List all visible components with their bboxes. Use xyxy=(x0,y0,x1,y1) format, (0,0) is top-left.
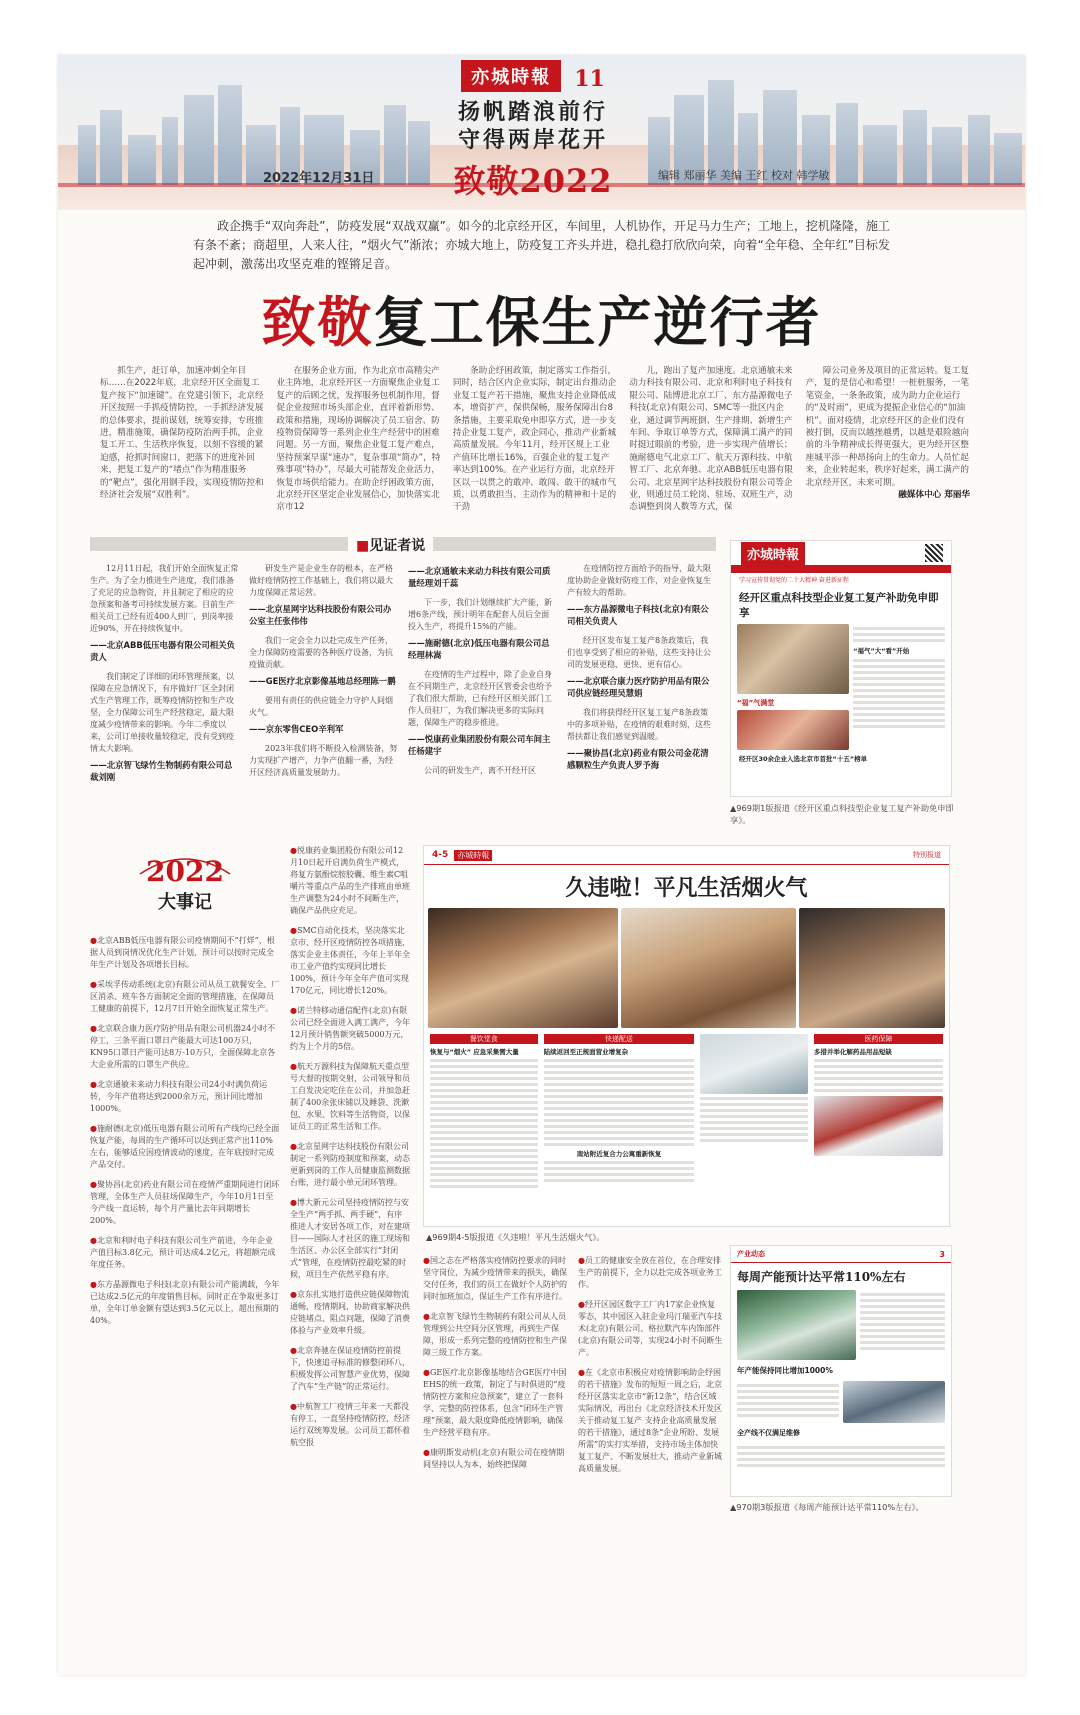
witness-section-title: ■见证者说 xyxy=(348,535,433,555)
spread-label: 医药保障 xyxy=(814,1034,943,1044)
bullet-icon: ● xyxy=(423,1368,430,1377)
quote-text: 在疫情防控方面给予的指导，最大限度协助企业做好防疫工作，对企业恢复生产有较大的帮助。 xyxy=(567,564,711,597)
event-item xyxy=(423,1447,568,1471)
bullet-icon: ● xyxy=(578,1256,585,1265)
thumb-subhead: “福气”大“看”开始 xyxy=(853,647,910,655)
event-item xyxy=(290,1197,410,1281)
witness-quotes xyxy=(90,563,716,818)
event-text: 康明斯发动机(北京)有限公司在疫情期间坚持以人为本，始终把保障 xyxy=(423,1448,565,1469)
bullet-icon: ● xyxy=(90,1280,97,1289)
quote-attribution: ——GE医疗北京影像基地总经理陈一鹏 xyxy=(249,676,396,686)
event-item xyxy=(90,1123,280,1171)
event-item xyxy=(290,1289,410,1337)
event-item xyxy=(423,1311,568,1359)
quote-attribution: ——北京智飞绿竹生物制药有限公司总裁刘刚 xyxy=(90,760,233,782)
event-text: 北京星网宇达科技股份有限公司制定一系列防疫制度和预案，动态更新到岗的工作人员健康监测数据台账，进行最小单元闭环管理。 xyxy=(290,1142,410,1187)
headline-black: 复工保生产逆行者 xyxy=(373,290,822,354)
quote-text: 2023年我们将不断投入检测装备，努力实现扩产增产，力争产值翻一番，为经开区经济高质量发展助力。 xyxy=(249,744,398,777)
thumb3-tag: 产业动态 xyxy=(737,1250,765,1258)
event-text: 诺兰特移动通信配件(北京)有限公司已经全面进入满工满产，今年12月预计销售额突破5000万元，约为上个月的5倍。 xyxy=(290,1006,410,1051)
thumb3-headline: 每周产能预计达平常110%左右 xyxy=(737,1270,906,1284)
event-item xyxy=(423,1367,568,1439)
quote-text: 要用有责任的供应链全力守护人间烟火气。 xyxy=(249,696,393,717)
event-item xyxy=(290,925,410,997)
editor-credits: 编辑 郑丽华 美编 王红 校对 韩学敏 xyxy=(658,169,830,182)
thumb-logo: 亦城時報 xyxy=(741,542,805,565)
events-year: 2022 xyxy=(146,855,224,888)
issue-date: 2022年12月31日 xyxy=(263,171,375,186)
event-text: GE医疗北京影像基地结合GE医疗中国EHS的统一政策，制定了与时俱进的“疫情防控方案和应急预案”，建立了一套科学、完整的防控体系，包含“闭环生产管理”预案，最大限度降低疫情影响，确保生产经营平稳有序。 xyxy=(423,1368,567,1437)
thumb-subhead: 经开区30余企业入选北京市首批“十五”榜单 xyxy=(739,755,868,763)
spread-tag: 特别报道 xyxy=(913,851,941,859)
event-text: 京东扎实地打造供应链保障物流通畅，疫情期间，协助商家解决供应链堵点、阻点问题，保障了消费体验与产业效率升级。 xyxy=(290,1290,410,1335)
quote-text: 下一步，我们计划继续扩大产能，新增6条产线，预计明年在配套人员后全面投入生产，将提升15%的产能。 xyxy=(408,598,552,631)
bullet-icon: ● xyxy=(423,1312,430,1321)
quote-text: 我们将获得经开区复工复产8条政策中的多项补贴，在疫情的艰难时刻，这些帮扶都让我们感觉到温暖。 xyxy=(567,708,711,741)
events-logo xyxy=(130,855,240,914)
bullet-icon: ● xyxy=(290,1006,297,1015)
quote-text: 研发生产是企业生存的根本，在严格做好疫情防控工作基础上，我们将以最大力度保障正常运营。 xyxy=(249,564,393,597)
spread-photo-notice xyxy=(700,1034,808,1094)
quote-attribution: ——东方晶源微电子科技(北京)有限公司相关负责人 xyxy=(567,604,709,626)
bullet-icon: ● xyxy=(290,1142,297,1151)
lead-column: 在服务企业方面，作为北京市高精尖产业主阵地，北京经开区一方面聚焦企业复工复产的后顾之忧，发挥服务包机制作用，督促企业按照市场头部企业，直评着新形势、政策和措施，现场协调解决了员工宿舍、防疫物资保障等一系列企业生产经营中的困难问题。另一方面，聚焦企业复工复产难点，坚持预案早谋“速办”，复杂事项“简办”，特殊事项“特办”，尽最大可能帮发企业活力，恢复市场供给能力。在助企纾困政策方面，北京经开区坚定企业发展信心，加快落实北京市12 xyxy=(276,366,441,513)
event-text: 北京奔驰在保证疫情防控前提下，快速追寻标准的修整闭环八，积极发挥公司智慧产业优势，保障了汽车“生产链”的正常运行。 xyxy=(290,1346,410,1391)
quote-attribution: ——北京ABB低压电器有限公司相关负责人 xyxy=(90,640,235,662)
thumb3-photo-worker xyxy=(843,1381,945,1423)
spread-photo-restaurant xyxy=(621,908,796,1028)
quote-attribution: ——京东零售CEO辛利军 xyxy=(249,724,344,734)
spread-label: 餐饮堂食 xyxy=(430,1034,538,1044)
event-text: 博大新元公司坚持疫情防控与安全生产“两手抓、两手硬”，有序推进人才安居各项工作，对在建项目——国际人才社区的施工现场和生活区、办公区全部实行“封闭式”管理，在疫情防控最吃紧的时候，项目生产依然平稳有序。 xyxy=(290,1198,410,1279)
event-item xyxy=(290,1061,410,1133)
witness-column xyxy=(567,563,716,818)
headline-red: 致敬 xyxy=(261,290,374,354)
bullet-icon: ● xyxy=(423,1256,430,1265)
event-item xyxy=(90,1235,280,1271)
main-headline xyxy=(58,280,1025,357)
newspaper-logo: 亦城時報 xyxy=(461,60,561,92)
intro-paragraph: 政企携手“双向奔赴”，防疫发展“双战双赢”。如今的北京经开区，车间里，人机协作，开足马力生产；工地上，挖机隆隆，施工有条不紊；商超里，人来人往，“烟火气”渐浓；亦城大地上，防疫复工齐头并进，稳扎稳打欣欣向荣，向着“全年稳、全年红”目标发起冲刺，激荡出攻坚克难的铿锵足音。 xyxy=(193,219,890,271)
thumb-subhead: “福”气满堂 xyxy=(737,699,775,707)
spread-photo-courier xyxy=(814,1096,943,1156)
bullet-icon: ● xyxy=(90,1124,97,1133)
quote-text: 公司的研发生产，离不开经开区 xyxy=(424,766,536,775)
event-item xyxy=(90,1079,280,1115)
spread-subtitle: 陆续返回至正规面营业增复杂 xyxy=(543,1048,629,1056)
quote-attribution: ——悦康药业集团股份有限公司车间主任杨建宇 xyxy=(408,734,551,756)
events-column-c xyxy=(423,1255,568,1645)
bullet-icon: ● xyxy=(90,980,97,989)
lead-column: 条助企纾困政策，制定落实工作指引，同时，结合区内企业实际，制定出台推动企业复工复产若干措施，聚焦支持企业降低成本，增资扩产，保供保畅，服务保障出台8条措施，主要采取免申即享方式，进一步支持企业复工复产，政企同心，推动产业新城高质量发展。今年11月，经开区规上工业产值环比增长16%，百强企业的复工复产率达到100%。在产业运行方面，北京经开区以一以贯之的敢冲、敢闯、敢干的城市气质，以勇敢担当、主动作为的精神和十足的干劲 xyxy=(452,366,617,513)
event-text: 中航智工厂疫情三年来一天都没有停工，一直坚持疫情防控，经济运行双统筹发展。公司员工都怀着航空报 xyxy=(290,1402,410,1447)
event-text: 采埃孚传动系统(北京)有限公司从员工就餐安全、厂区消杀、班车各方面制定全面的管理措施，在保障员工健康的前提下，12月7日开始全面恢复正常生产。 xyxy=(90,980,280,1013)
event-text: 国之志在严格落实疫情防控要求的同时坚守岗位，为减少疫情带来的损失，确保交付任务，我们的员工在做好个人防护的同时加班加点，保证生产工作有序进行。 xyxy=(423,1256,567,1301)
event-text: 北京智飞绿竹生物制药有限公司从人员管理到公共空间分区管理，再到生产保障，形成一系列完整的疫情防控和生产保障三级工作方案。 xyxy=(423,1312,567,1357)
bullet-icon: ● xyxy=(290,1290,297,1299)
bullet-icon: ● xyxy=(578,1368,585,1377)
events-column-d xyxy=(578,1255,723,1645)
lead-column: 儿，跑出了复产加速度。北京通敏未来动力科技有限公司、北京和利时电子科技有限公司、陆博进北京工厂、东方晶源微电子科技(北京)有限公司、SMC等一批区内企业，通过调节两班倒、生产排期、新增生产车间、争取订单等方式，保障满工满产的同时挺过眼前的考验，进一步实现产值增长；施耐德电气北京工厂、航天万源科技、中航智工厂、北京奔驰、北京ABB低压电器有限公司、北京星网宇达科技股份有限公司等企业，则通过员工轮岗、驻场、双班生产，动态调整到岗人数等方式，保 xyxy=(629,366,793,513)
lead-column: 抓生产，赶订单，加速冲刺全年目标……在2022年底，北京经开区全面复工复产按下“加速键”。在党建引领下，北京经开区按照一手抓疫情防控，一手抓经济发展的总体要求，提前谋划，统筹安排，专班推进，精准施策，确保防疫防治两手抓，企业复工开工、生活秩序恢复，以刻不容缓的紧迫感，抢抓时间窗口，把落下的进度补回来，把复工复产的“堵点”作为精准服务的“靶点”，强化用钢手段，实现疫情防控和经济社会发展“双胜利”。 xyxy=(100,366,264,501)
spread-caption: ▲969期4-5版报道《久违啦！平凡生活烟火气》。 xyxy=(426,1232,605,1242)
lead-column-text: 障公司业务及项目的正常运转。复工复产，复的是信心和希望！一桩桩服务，一笔笔资金，一条条政策，成为助力企业运行的“及时雨”，更成为提振企业信心的“加油机”。面对疫情，北京经开区的企业们没有被打倒，反而以越挫越勇，以越是艰险越向前的斗争精神成长得更强大，更为经开区整座城平添一种昂扬向上的生命力。人员忙起来，企业转起来，秩序好起来，满工满产的北京经开区，未来可期。 xyxy=(805,366,969,488)
quote-attribution: ——聚协昌(北京)药业有限公司金花清感颗粒生产负责人罗予海 xyxy=(567,748,709,770)
tribute-title: 致敬2022 xyxy=(453,162,613,200)
event-text: 北京联合康力医疗防护用品有限公司机器24小时不停工，三条平面口罩日产能最大可达100万只，KN95口罩日产能可达8万-10万只，全面保障北京各大企业所需的口罩生产供应。 xyxy=(90,1024,276,1069)
masthead xyxy=(58,55,1025,210)
events-column-a xyxy=(90,935,280,1635)
spread-label: 快递配送 xyxy=(544,1034,695,1044)
thumb-headline: 经开区重点科技型企业复工复产补助免申即享 xyxy=(739,592,939,619)
quote-text: 我们制定了详细的闭环管理预案，以保障在应急情况下，有序做好厂区全封闭式生产管理工作，既筹疫情防控和生产攻坚，全力保障公司生产经营稳定，最大限度减少疫情带来的影响。今年二季度以来，公司订单接收量较稳定，没有受到疫情太大影响。 xyxy=(90,672,234,753)
thumb-banner: 学习宣传贯彻党的二十大精神 奋进新征程 xyxy=(739,577,849,584)
industry-thumbnail xyxy=(730,1245,952,1497)
event-item xyxy=(290,1401,410,1449)
spread-subtitle: 多措并举化解药品用品短缺 xyxy=(813,1048,892,1056)
bullet-icon: ● xyxy=(423,1448,430,1457)
event-text: 员工的健康安全放在首位，在合理安排生产的前提下，全力以赴完成各项业务工作。 xyxy=(578,1256,722,1289)
event-text: 航天万源科技为保障航天重点型号大督的按期交射，公司领导和员工自发决定吃住在公司，并加急赶制了400余张床铺以及睡袋、洗漱包、水果、饮料等生活物资，以保证员工的正常生活和工作。 xyxy=(290,1062,410,1131)
quote-text: 在疫情的生产过程中，除了企业自身在不同期生产，北京经开区管委会也给予了我们很大帮助，已有经开区相关部门工作人员驻厂，为我们解决更多的实际问题，保障生产的稳步推进。 xyxy=(408,670,552,727)
event-text: 东方晶源微电子科技(北京)有限公司产能满载，今年已达成2.5亿元的年度销售目标，同时正在争取更多订单，全年订单金额有望达到3.5亿元以上，超出预期的40%。 xyxy=(90,1280,280,1325)
bullet-icon: ● xyxy=(90,1180,97,1189)
masthead-center xyxy=(433,60,633,205)
quote-attribution: ——北京通敏未来动力科技有限公司质量经理刘千蕊 xyxy=(408,566,551,588)
events-columns-c-d xyxy=(423,1255,723,1645)
events-column-b xyxy=(290,845,410,1635)
spread-column xyxy=(700,1034,808,1191)
witness-column xyxy=(408,563,557,818)
event-item xyxy=(290,1005,410,1053)
ribbon-decoration xyxy=(130,849,240,879)
thumb-photo-people xyxy=(737,710,849,750)
bullet-icon: ● xyxy=(578,1300,585,1309)
events-col-a-wrap xyxy=(90,935,280,1635)
newspaper-page xyxy=(58,55,1025,1675)
page-number: 11 xyxy=(574,65,605,92)
quote-attribution: ——施耐德(北京)低压电器有限公司总经理林嵩 xyxy=(408,638,550,660)
event-item xyxy=(578,1299,723,1359)
witness-column xyxy=(249,563,398,818)
event-item xyxy=(290,845,410,917)
spread-page: 4-5 xyxy=(432,850,449,860)
event-text: 北京和利时电子科技有限公司生产前进，今年企业产值目标3.8亿元，预计可达成4.2亿元，将超额完成年度任务。 xyxy=(90,1236,276,1269)
event-item xyxy=(90,935,280,971)
bullet-icon: ● xyxy=(290,1346,297,1355)
event-item xyxy=(578,1367,723,1475)
bullet-icon: ● xyxy=(290,926,297,935)
spread-subtitle: 南站附近复合力公寓重新恢复 xyxy=(576,1150,662,1158)
event-item xyxy=(90,979,280,1015)
lead-signature: 融媒体中心 郑丽华 xyxy=(898,490,971,501)
thumb-caption: ▲969期1版报道《经开区重点科技型企业复工复产补助免申即享》。 xyxy=(730,803,954,825)
spread-column xyxy=(430,1034,538,1191)
spread-thumbnail xyxy=(423,845,950,1227)
quote-text: 经开区发布复工复产8条政策后，我们也享受到了相应的补贴，这些支持让公司的发展更稳、更快、更有信心。 xyxy=(567,636,711,669)
spread-column xyxy=(814,1034,943,1191)
bullet-icon: ● xyxy=(90,1080,97,1089)
event-item xyxy=(290,1141,410,1189)
event-text: 在《北京市积极应对疫情影响助企纾困的若干措施》发布的短短一周之后，北京经开区落实北京市“新12条”，结合区域实际情况，再出台《北京经济技术开发区关于推动复工复产 支持企业高质量发展的若干措施》，通过8条“企业所盼、发展所需”的实打实举措，支持市场主体加快复工复产、不断发展壮大，推动产业新城高质量发展。 xyxy=(578,1368,722,1473)
spread-photo-market xyxy=(799,908,945,1028)
thumb-photo-workshop xyxy=(737,624,849,694)
spread-photo-diners xyxy=(428,908,618,1028)
thumb-banner-bar xyxy=(731,565,951,573)
thumb3-page: 3 xyxy=(939,1249,945,1259)
event-text: 北京通敏未来动力科技有限公司24小时满负荷运转，今年产值将达到2000余万元，预计同比增加1000%。 xyxy=(90,1080,268,1113)
bullet-icon: ● xyxy=(290,1402,297,1411)
quote-text: 12月11日起，我们开始全面恢复正常生产。为了全力推进生产进度，我们准备了充足的应急物资，并且制定了相应的应急预案和备考可持续发展方案。目前生产相关员工已经有近400人到厂，到岗率接近90%，开在持续恢复中。 xyxy=(90,564,239,633)
event-item xyxy=(90,1179,280,1227)
bullet-icon: ● xyxy=(290,846,297,855)
event-text: 悦康药业集团股份有限公司12月10日起开启满负荷生产模式，将复方氨酚烷胺胶囊、维生素C咀嚼片等重点产品的生产排班由单班生产调整为24小时不间断生产，确保产品供应充足。 xyxy=(290,846,410,915)
event-item xyxy=(90,1279,280,1327)
thumb3-caption: ▲970期3版报道《每周产能预计达平常110%左右》。 xyxy=(730,1502,924,1512)
qr-code-icon xyxy=(925,544,943,562)
spread-column xyxy=(544,1034,695,1191)
bullet-icon: ● xyxy=(90,1024,97,1033)
lead-article xyxy=(100,365,970,520)
event-item xyxy=(290,1345,410,1393)
event-text: SMC自动化技术，坚决落实北京市、经开区疫情防控各项措施，落实企业主体责任，今年上半年全市工业产值约实现同比增长100%，预计今年全年产值可实现170亿元，同比增长120%。 xyxy=(290,926,410,995)
thumb3-photo-factory xyxy=(737,1290,856,1360)
quote-attribution: ——北京联合康力医疗防护用品有限公司供应链经理吴慧娟 xyxy=(567,676,710,698)
event-item xyxy=(423,1255,568,1303)
front-page-thumbnail xyxy=(730,540,952,797)
event-item xyxy=(578,1255,723,1291)
thumb3-subhead: 年产能保持同比增加1000% xyxy=(737,1366,833,1375)
spread-logo: 亦城時報 xyxy=(454,850,492,861)
event-text: 经开区园区数字工厂内17家企业恢复零态，其中园区入驻企业玛汀瑞亚汽车技术(北京)有限公司、格拉默汽车内饰部件(北京)有限公司等，实现24小时不间断生产。 xyxy=(578,1300,723,1357)
events-label: 大事记 xyxy=(158,892,212,913)
event-text: 北京ABB低压电器有限公司疫情期间不“打烊”，根据人员到岗情况优化生产计划，预计可以按时完成全年生产计划及各项增长目标。 xyxy=(90,936,275,969)
spread-headline: 久违啦！平凡生活烟火气 xyxy=(565,875,808,901)
quote-text: 我们一定会全力以赴完成生产任务，全力保障防疫需要的各种医疗设备，为抗疫做贡献。 xyxy=(249,636,393,669)
spread-subtitle: 恢复与“烟火” 应急采集需大量 xyxy=(430,1048,519,1056)
event-item xyxy=(90,1023,280,1071)
bullet-icon: ● xyxy=(90,1236,97,1245)
bullet-icon: ● xyxy=(290,1198,297,1207)
slogan-line-2: 守得两岸花开 xyxy=(457,127,608,153)
bullet-icon: ● xyxy=(290,1062,297,1071)
event-text: 聚协昌(北京)药业有限公司在疫情严重期间进行闭环管理，全体生产人员驻场保障生产，今年10月1日至今产线一直运转，每个月产量比去年同期增长200%。 xyxy=(90,1180,280,1225)
event-text: 施耐德(北京)低压电器有限公司所有产线均已经全面恢复产能，每周的生产循环可以达到正常产出110%左右，能够适应因疫情波动的速度，在年底按时完成产品交付。 xyxy=(90,1124,280,1169)
witness-column xyxy=(90,563,239,818)
bullet-icon: ● xyxy=(90,936,97,945)
slogan-line-1: 扬帆踏浪前行 xyxy=(457,99,608,125)
thumb3-subhead: 全产线不仅满足维修 xyxy=(737,1429,800,1437)
lead-column xyxy=(806,365,970,520)
quote-attribution: ——北京星网宇达科技股份有限公司办公室主任张伟伟 xyxy=(249,604,392,626)
